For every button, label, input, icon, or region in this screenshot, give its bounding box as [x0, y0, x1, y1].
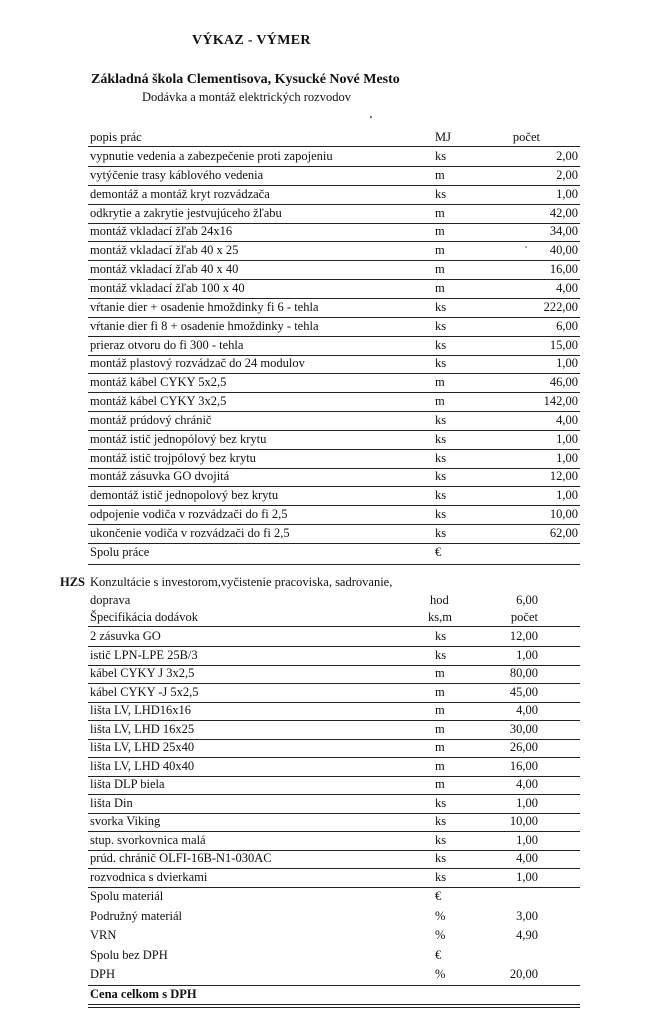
- table-row: [88, 851, 580, 869]
- row-unit: m: [435, 206, 445, 220]
- row-count: 34,00: [549, 224, 578, 238]
- header-rule: [88, 626, 580, 627]
- row-unit: m: [435, 262, 445, 276]
- row-count: 16,00: [509, 759, 538, 773]
- row-rule: [88, 794, 580, 795]
- row-count: 1,00: [516, 870, 538, 884]
- table-row: [88, 243, 580, 261]
- row-description: prúd. chránič OLFI-16B-N1-030AC: [90, 851, 272, 865]
- double-rule: [88, 1004, 580, 1008]
- row-rule: [88, 298, 580, 299]
- row-description: svorka Viking: [90, 814, 161, 828]
- row-unit: m: [435, 394, 445, 408]
- row-unit: m: [435, 168, 445, 182]
- scan-speck: [370, 116, 372, 118]
- table-row: [88, 432, 580, 450]
- row-count: 4,00: [556, 281, 578, 295]
- row-rule: [88, 720, 580, 721]
- row-rule: [88, 757, 580, 758]
- row-count: 4,00: [556, 413, 578, 427]
- row-rule: [88, 204, 580, 205]
- row-unit: m: [435, 740, 445, 754]
- row-unit: m: [435, 666, 445, 680]
- table-row: [88, 629, 580, 647]
- row-description: odpojenie vodiča v rozvádzači do fi 2,5: [90, 507, 288, 521]
- total-row: [88, 545, 580, 563]
- row-unit: m: [435, 703, 445, 717]
- row-description: montáž istič jednopólový bez krytu: [90, 432, 267, 446]
- row-description: Špecifikácia dodávok: [90, 610, 198, 624]
- row-unit: €: [435, 947, 442, 962]
- row-description: demontáž a montáž kryt rozvádzača: [90, 187, 270, 201]
- table-row: [88, 488, 580, 506]
- row-description: vŕtanie dier fi 8 + osadenie hmoždinky - tehla: [90, 319, 319, 333]
- table-row: [88, 451, 580, 469]
- row-description: lišta LV, LHD 16x25: [90, 722, 195, 736]
- table-row: [88, 187, 580, 205]
- table-row: [88, 206, 580, 224]
- row-description: popis prác: [90, 130, 142, 144]
- table-row: [88, 526, 580, 544]
- row-unit: ks: [435, 187, 447, 201]
- row-rule: [88, 411, 580, 412]
- row-unit: ks: [435, 300, 447, 314]
- table-row: [88, 722, 580, 740]
- table-row: [88, 814, 580, 832]
- table-row: [88, 394, 580, 412]
- row-rule: [88, 373, 580, 374]
- row-description: DPH: [90, 967, 116, 981]
- row-unit: MJ: [435, 130, 451, 144]
- table-row: [88, 281, 580, 299]
- school-name: Základná škola Clementisova, Kysucké Nové Mesto: [91, 72, 400, 87]
- row-rule: [88, 449, 580, 450]
- row-unit: m: [435, 722, 445, 736]
- row-description: kábel CYKY -J 5x2,5: [90, 685, 199, 699]
- row-rule: [88, 868, 580, 869]
- row-description: montáž vkladací žľab 40 x 40: [90, 262, 239, 276]
- row-description: rozvodnica s dvierkami: [90, 870, 208, 884]
- table-row: [88, 413, 580, 431]
- row-description: montáž vkladací žľab 24x16: [90, 224, 233, 238]
- row-rule: [88, 392, 580, 393]
- table-row: [88, 685, 580, 703]
- row-description: prieraz otvoru do fi 300 - tehla: [90, 338, 244, 352]
- row-unit: ks: [435, 413, 447, 427]
- summary-row: [88, 948, 580, 966]
- row-description: lišta LV, LHD16x16: [90, 703, 192, 717]
- table-row: [88, 703, 580, 721]
- table-row: [88, 300, 580, 318]
- row-rule: [88, 241, 580, 242]
- row-count: 1,00: [556, 488, 578, 502]
- row-unit: ks: [435, 870, 447, 884]
- row-rule: [88, 524, 580, 525]
- row-description: Spolu materiál: [90, 889, 164, 903]
- row-count: 1,00: [516, 796, 538, 810]
- row-count: 1,00: [556, 187, 578, 201]
- section-rule: [88, 564, 580, 565]
- row-description: Spolu bez DPH: [90, 947, 168, 962]
- row-unit: ks: [435, 432, 447, 446]
- table-row: [88, 149, 580, 167]
- summary-row: [88, 967, 580, 985]
- row-count: 3,00: [516, 908, 538, 923]
- table-row: [88, 375, 580, 393]
- row-count: počet: [510, 610, 538, 624]
- row-unit: m: [435, 685, 445, 699]
- table-row: [88, 356, 580, 374]
- row-unit: ks: [435, 356, 447, 370]
- row-count: 4,00: [516, 703, 538, 717]
- row-count: 26,00: [509, 740, 538, 754]
- row-unit: €: [435, 889, 442, 903]
- row-unit: %: [435, 928, 446, 942]
- row-unit: ks: [435, 629, 447, 643]
- hzs-row: [88, 593, 580, 611]
- row-unit: ks: [435, 488, 447, 502]
- table-row: [88, 870, 580, 888]
- row-description: montáž vkladací žľab 100 x 40: [90, 281, 245, 295]
- row-count: 12,00: [549, 469, 578, 483]
- row-description: istič LPN-LPE 25B/3: [90, 648, 198, 662]
- row-rule: [88, 683, 580, 684]
- row-description: montáž plastový rozvádzač do 24 modulov: [90, 356, 305, 370]
- row-unit: %: [435, 908, 446, 923]
- row-unit: ks: [435, 833, 447, 847]
- row-description: vŕtanie dier + osadenie hmoždinky fi 6 - tehla: [90, 300, 319, 314]
- row-rule: [88, 185, 580, 186]
- row-count: 1,00: [556, 451, 578, 465]
- row-count: 2,00: [556, 168, 578, 182]
- row-count: 4,00: [516, 851, 538, 865]
- row-description: kábel CYKY J 3x2,5: [90, 666, 195, 680]
- row-unit: m: [435, 759, 445, 773]
- row-unit: %: [435, 967, 446, 981]
- row-description: montáž prúdový chránič: [90, 413, 212, 427]
- row-unit: ks: [435, 507, 447, 521]
- row-description: odkrytie a zakrytie jestvujúceho žľabu: [90, 206, 282, 220]
- row-description: lišta LV, LHD 25x40: [90, 740, 195, 754]
- table-row: [88, 777, 580, 795]
- row-unit: ks: [435, 851, 447, 865]
- row-description: demontáž istič jednopolový bez krytu: [90, 488, 279, 502]
- row-count: 1,00: [516, 648, 538, 662]
- row-unit: m: [435, 243, 445, 257]
- table-row: [88, 319, 580, 337]
- row-count: 62,00: [549, 526, 578, 540]
- table-row: [88, 759, 580, 777]
- row-unit: ks: [435, 469, 447, 483]
- table-row: [88, 740, 580, 758]
- row-count: 1,00: [516, 833, 538, 847]
- row-unit: ks: [435, 451, 447, 465]
- row-unit: m: [435, 375, 445, 389]
- row-description: vytýčenie trasy káblového vedenia: [90, 168, 264, 182]
- header-rule: [88, 146, 580, 147]
- row-unit: ks: [435, 526, 447, 540]
- row-rule: [88, 486, 580, 487]
- row-unit: ks: [435, 814, 447, 828]
- row-count: 42,00: [549, 206, 578, 220]
- row-rule: [88, 279, 580, 280]
- row-count: 80,00: [509, 666, 538, 680]
- row-description: lišta Din: [90, 796, 133, 810]
- row-rule: [88, 430, 580, 431]
- row-description: montáž kábel CYKY 3x2,5: [90, 394, 227, 408]
- document-subtitle: Dodávka a montáž elektrických rozvodov: [142, 90, 351, 104]
- row-description: vypnutie vedenia a zabezpečenie proti zapojeniu: [90, 149, 333, 163]
- row-unit: ks: [435, 338, 447, 352]
- row-unit: m: [435, 281, 445, 295]
- table-row: [88, 224, 580, 242]
- row-count: 4,00: [516, 777, 538, 791]
- row-count: 142,00: [543, 394, 578, 408]
- row-count: 10,00: [509, 814, 538, 828]
- row-description: montáž istič trojpólový bez krytu: [90, 451, 256, 465]
- row-count: počet: [512, 130, 540, 144]
- row-description: lišta LV, LHD 40x40: [90, 759, 195, 773]
- row-count: 10,00: [549, 507, 578, 521]
- table-row: [88, 796, 580, 814]
- hzs-description: Konzultácie s investorom,vyčistenie pracoviska, sadrovanie,: [90, 575, 393, 589]
- row-unit: hod: [430, 593, 449, 607]
- summary-row: [88, 889, 580, 907]
- row-rule: [88, 646, 580, 647]
- row-description: Podružný materiál: [90, 908, 182, 923]
- grand-total-label: Cena celkom s DPH: [90, 987, 197, 1001]
- table-row: [88, 507, 580, 525]
- row-unit: ks: [435, 319, 447, 333]
- row-description: montáž zásuvka GO dvojitá: [90, 469, 230, 483]
- row-rule: [88, 505, 580, 506]
- row-unit: ks: [435, 149, 447, 163]
- summary-row: [88, 909, 580, 927]
- row-description: montáž vkladací žľab 40 x 25: [90, 243, 239, 257]
- row-description: doprava: [90, 593, 131, 607]
- hzs-label: HZS: [60, 575, 86, 589]
- row-count: 1,00: [556, 356, 578, 370]
- row-rule: [88, 317, 580, 318]
- row-description: montáž kábel CYKY 5x2,5: [90, 375, 227, 389]
- row-count: 15,00: [549, 338, 578, 352]
- row-count: 30,00: [509, 722, 538, 736]
- row-unit: m: [435, 224, 445, 238]
- row-rule: [88, 831, 580, 832]
- row-count: 45,00: [509, 685, 538, 699]
- row-count: 1,00: [556, 432, 578, 446]
- document-title: VÝKAZ - VÝMER: [192, 33, 311, 48]
- table-row: [88, 648, 580, 666]
- summary-row: [88, 928, 580, 946]
- table-row: [88, 168, 580, 186]
- table-row: [88, 262, 580, 280]
- row-description: lišta DLP biela: [90, 777, 165, 791]
- summary-rule: [88, 985, 580, 986]
- table-row: [88, 666, 580, 684]
- row-unit: €: [435, 545, 442, 559]
- table-row: [88, 338, 580, 356]
- row-count: 222,00: [543, 300, 578, 314]
- row-count: 46,00: [549, 375, 578, 389]
- row-unit: m: [435, 777, 445, 791]
- table-row: [88, 833, 580, 851]
- row-description: Spolu práce: [90, 545, 150, 559]
- row-count: 4,90: [516, 928, 538, 942]
- row-description: 2 zásuvka GO: [90, 629, 161, 643]
- row-count: 6,00: [516, 593, 538, 607]
- table-row: [88, 469, 580, 487]
- row-rule: [88, 543, 580, 544]
- row-count: 16,00: [549, 262, 578, 276]
- row-description: ukončenie vodiča v rozvádzači do fi 2,5: [90, 526, 290, 540]
- row-count: 2,00: [556, 149, 578, 163]
- row-rule: [88, 260, 580, 261]
- row-count: 40,00: [549, 243, 578, 257]
- row-count: 20,00: [509, 967, 538, 981]
- row-unit: ks: [435, 796, 447, 810]
- row-rule: [88, 336, 580, 337]
- row-unit: ks,m: [428, 610, 452, 624]
- row-count: 6,00: [556, 319, 578, 333]
- row-description: VRN: [90, 928, 117, 942]
- row-unit: ks: [435, 648, 447, 662]
- row-rule: [88, 166, 580, 167]
- row-count: 12,00: [509, 629, 538, 643]
- row-description: stup. svorkovnica malá: [90, 833, 206, 847]
- row-rule: [88, 887, 580, 888]
